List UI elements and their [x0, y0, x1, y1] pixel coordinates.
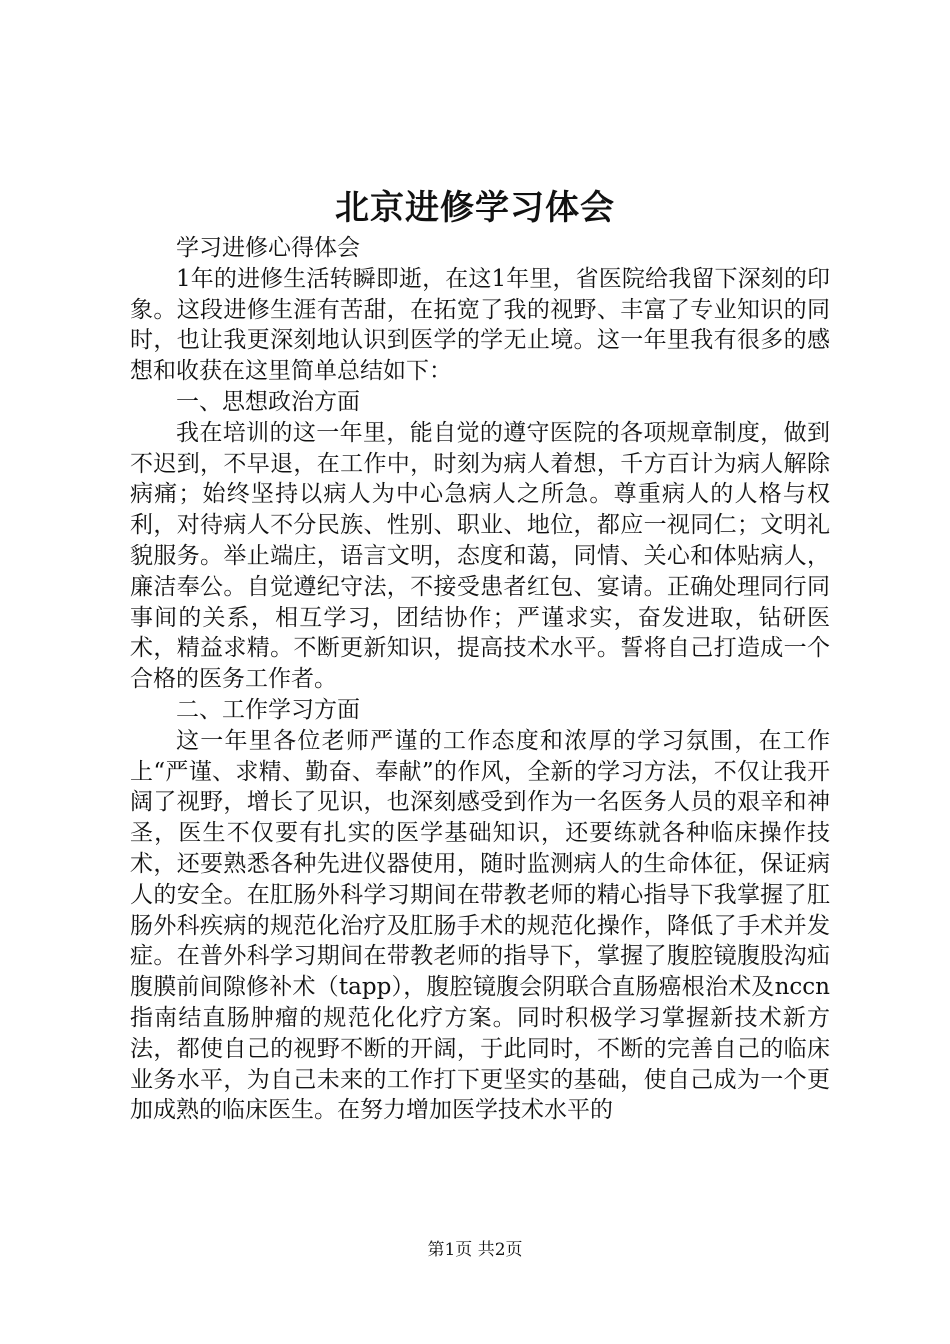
page-number-footer: 第1页 共2页: [427, 1240, 523, 1260]
section-paragraph-politics: 我在培训的这一年里，能自觉的遵守医院的各项规章制度，做到不迟到，不早退，在工作中，时刻为病人着想，千方百计为病人解除病痛；始终坚持以病人为中心急病人之所急。尊重病人的人格与权利，对待病人不分民族、性别、职业、地位，都应一视同仁；文明礼貌服务。举止端庄，语言文明，态度和蔼，同情、关心和体贴病人，廉洁奉公。自觉遵纪守法，不接受患者红包、宴请。正确处理同行同事间的关系，相互学习，团结协作；严谨求实，奋发进取，钻研医术，精益求精。不断更新知识，提高技术水平。誓将自己打造成一个合格的医务工作者。: [130, 419, 830, 693]
document-subtitle: 学习进修心得体会: [176, 235, 360, 261]
document-body: [130, 233, 830, 1126]
section-heading-work-study: 二、工作学习方面: [176, 696, 360, 723]
section-heading-politics: 一、思想政治方面: [176, 388, 360, 415]
document-title: 北京进修学习体会: [335, 188, 615, 228]
intro-paragraph: 1年的进修生活转瞬即逝，在这1年里，省医院给我留下深刻的印象。这段进修生涯有苦甜，在拓宽了我的视野、丰富了专业知识的同时，也让我更深刻地认识到医学的学无止境。这一年里我有很多的感想和收获在这里简单总结如下：: [130, 265, 830, 385]
section-paragraph-work-study: 这一年里各位老师严谨的工作态度和浓厚的学习氛围，在工作上“严谨、求精、勤奋、奉献”的作风，全新的学习方法，不仅让我开阔了视野，增长了见识，也深刻感受到作为一名医务人员的艰辛和神圣，医生不仅要有扎实的医学基础知识，还要练就各种临床操作技术，还要熟悉各种先进仪器使用，随时监测病人的生命体征，保证病人的安全。在肛肠外科学习期间在带教老师的精心指导下我掌握了肛肠外科疾病的规范化治疗及肛肠手术的规范化操作，降低了手术并发症。在普外科学习期间在带教老师的指导下，掌握了腹腔镜腹股沟疝腹膜前间隙修补术（tapp），腹腔镜腹会阴联合直肠癌根治术及nccn指南结直肠肿瘤的规范化化疗方案。同时积极学习掌握新技术新方法，都使自己的视野不断的开阔，于此同时，不断的完善自己的临床业务水平，为自己未来的工作打下更坚实的基础，使自己成为一个更加成熟的临床医生。在努力增加医学技术水平的: [130, 727, 830, 1124]
